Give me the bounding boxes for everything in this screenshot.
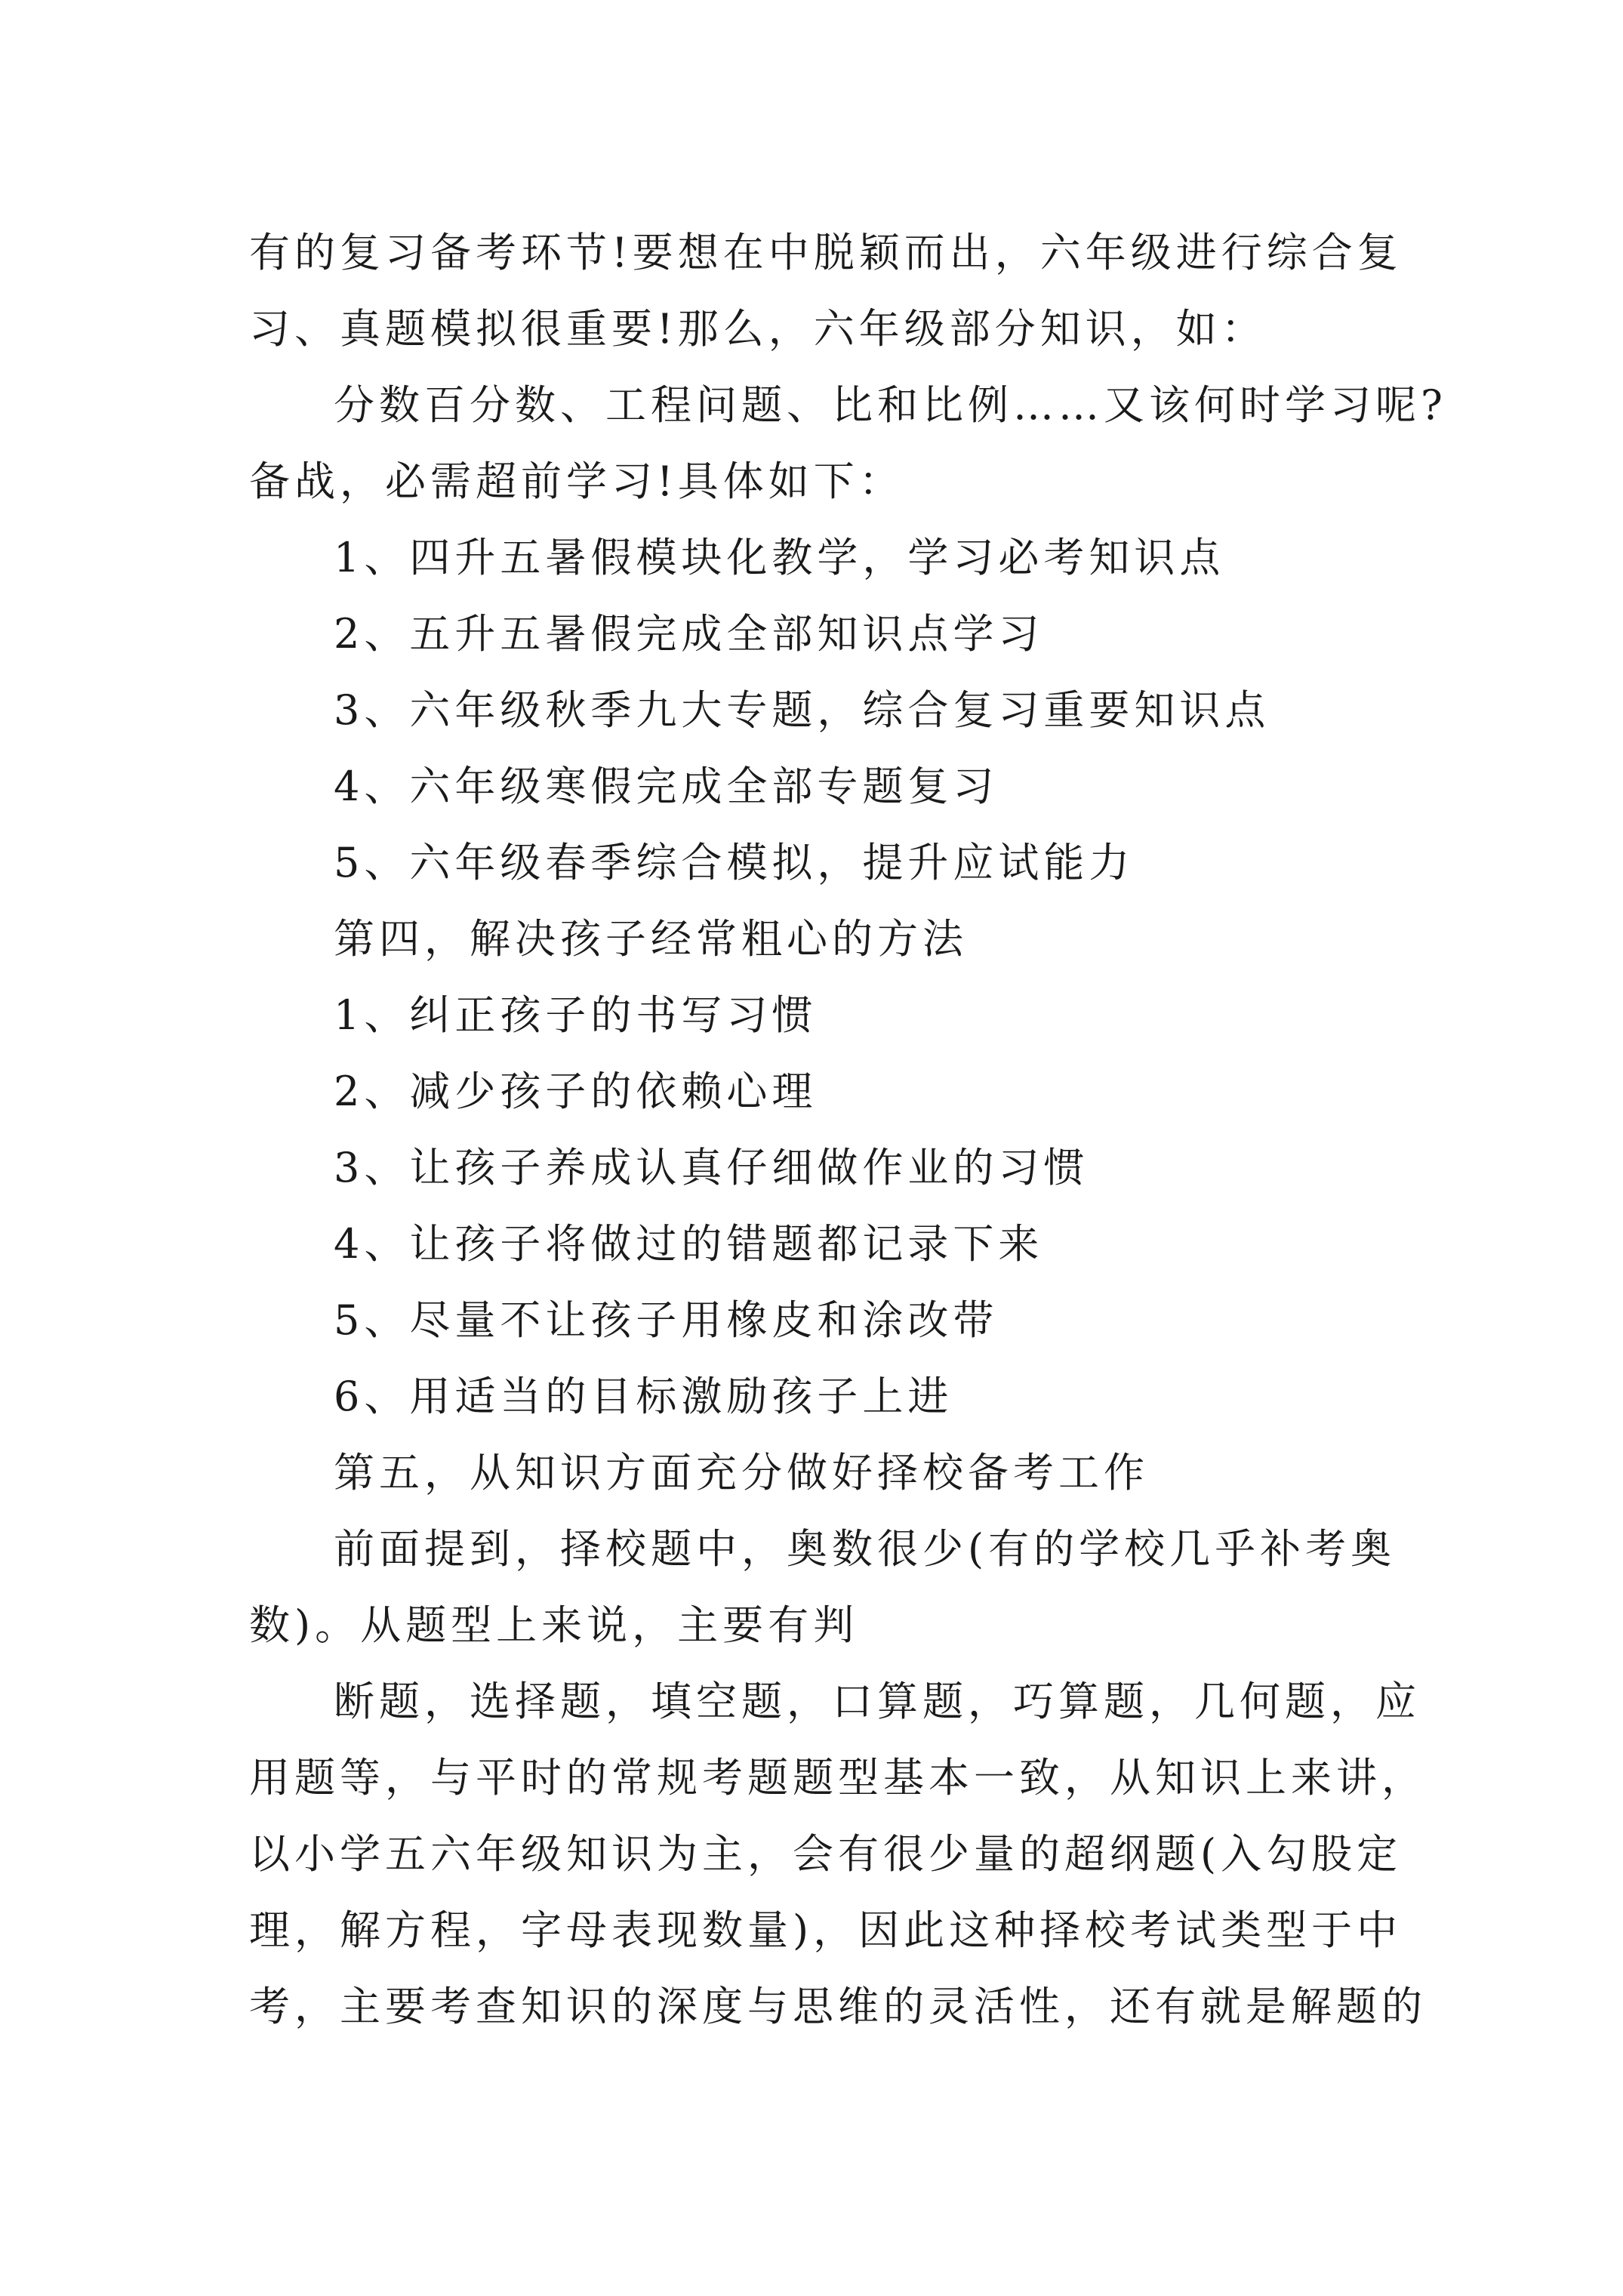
list-item: 2、减少孩子的依赖心理 — [334, 1068, 818, 1115]
text-line: 用题等，与平时的常规考题题型基本一致，从知识上来讲， — [249, 1754, 1427, 1801]
text-line: 以小学五六年级知识为主，会有很少量的超纲题(入勾股定 — [249, 1830, 1403, 1878]
list-item: 5、六年级春季综合模拟，提升应试能力 — [334, 839, 1135, 886]
list-item: 3、六年级秋季九大专题，综合复习重要知识点 — [334, 686, 1270, 734]
list-item: 1、纠正孩子的书写习惯 — [334, 991, 818, 1039]
section-heading: 第四，解决孩子经常粗心的方法 — [334, 915, 968, 963]
text-line: 备战，必需超前学习!具体如下： — [249, 458, 904, 505]
text-line: 习、真题模拟很重要!那么，六年级部分知识，如： — [249, 305, 1267, 353]
text-line: 有的复习备考环节!要想在中脱颖而出，六年级进行综合复 — [249, 229, 1403, 276]
section-heading: 第五，从知识方面充分做好择校备考工作 — [334, 1449, 1149, 1496]
list-item: 4、让孩子将做过的错题都记录下来 — [334, 1220, 1044, 1268]
list-item: 3、让孩子养成认真仔细做作业的习惯 — [334, 1144, 1089, 1191]
list-item: 5、尽量不让孩子用橡皮和涂改带 — [334, 1296, 999, 1344]
list-item: 2、五升五暑假完成全部知识点学习 — [334, 610, 1044, 658]
text-line: 数)。从题型上来说，主要有判 — [249, 1601, 859, 1649]
text-line: 断题，选择题，填空题，口算题，巧算题，几何题，应 — [334, 1678, 1421, 1725]
list-item: 1、四升五暑假模块化教学，学习必考知识点 — [334, 534, 1225, 581]
text-line: 理，解方程，字母表现数量)，因此这种择校考试类型于中 — [249, 1906, 1403, 1954]
text-line: 分数百分数、工程问题、比和比例……又该何时学习呢? — [334, 381, 1447, 429]
text-line: 前面提到，择校题中，奥数很少(有的学校几乎补考奥 — [334, 1525, 1397, 1573]
document-body — [249, 214, 1447, 2045]
list-item: 4、六年级寒假完成全部专题复习 — [334, 763, 999, 810]
list-item: 6、用适当的目标激励孩子上进 — [334, 1373, 953, 1420]
text-line: 考，主要考查知识的深度与思维的灵活性，还有就是解题的 — [249, 1983, 1427, 2030]
